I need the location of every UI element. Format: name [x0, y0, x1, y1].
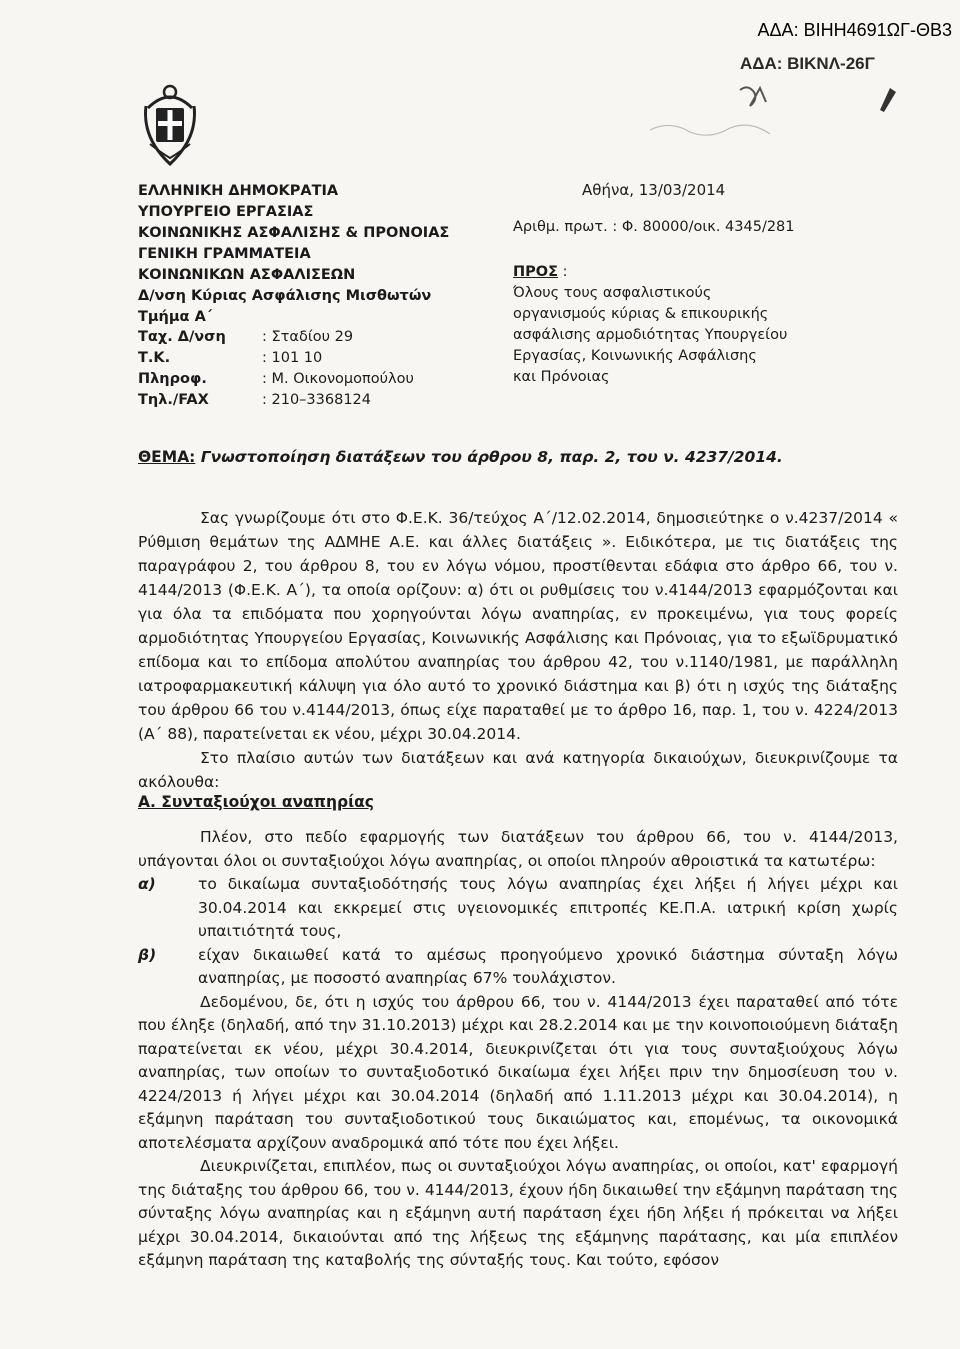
body-paragraph: Δεδομένου, δε, ότι η ισχύς του άρθρου 66, του ν. 4144/2013 έχει παραταθεί από τότε που έληξε (δηλαδή, από την 31.10.2013) μέχρι και 28.2.2014 και με την κοινοποιούμενη διάταξη παρατείνεται εκ νέου, μέχρι 30.4.2014, διευκρινίζεται ότι για τους συνταξιούχους λόγω αναπηρίας, των οποίων το συνταξιοδοτικό δικαίωμα έχει λήξει πριν την δημοσίευση του ν. 4224/2013 ή λήγει μέχρι και 30.04.2014 (δηλαδή από 1.11.2013 μέχρι και 30.04.2014), η εξάμηνη παράταση του συνταξιοδοτικού τους δικαιώματος και, επομένως, τα οικονομικά αποτελέσματα αρχίζουν αναδρομικά από τότε που έχει λήξει. — [138, 992, 898, 1152]
header-line: Δ/νση Κύριας Ασφάλισης Μισθωτών — [138, 288, 432, 304]
phone-value: : 210–3368124 — [262, 392, 371, 408]
ada-code-top: ΑΔΑ: ΒΙΗΗ4691ΩΓ-ΘΒ3 — [757, 20, 952, 40]
body-paragraph: Πλέον, στο πεδίο εφαρμογής των διατάξεων του άρθρου 66, του ν. 4144/2013, υπάγονται όλοι οι συνταξιούχοι λόγω αναπηρίας, οι οποίοι πληρούν αθροιστικά τα κατωτέρω: — [138, 828, 898, 870]
header-line: ΓΕΝΙΚΗ ΓΡΑΜΜΑΤΕΙΑ — [138, 246, 311, 262]
list-item — [138, 944, 898, 991]
subject-line — [138, 448, 783, 466]
list-item — [138, 873, 898, 944]
list-marker: α) — [138, 875, 156, 893]
subject-text: Γνωστοποίηση διατάξεων του άρθρου 8, παρ. 2, του ν. 4237/2014. — [195, 448, 783, 466]
issuer-header — [138, 181, 498, 328]
greek-coat-of-arms-icon — [138, 78, 202, 170]
subject-label: ΘΕΜΑ: — [138, 448, 196, 466]
ada-code-stamp: ΑΔΑ: ΒΙΚΝΛ-26Γ — [740, 54, 875, 73]
phone-label: Τηλ./FAX — [138, 392, 209, 408]
body-paragraph: Στο πλαίσιο αυτών των διατάξεων και ανά κατηγορία δικαιούχων, διευκρινίζουμε τα ακόλουθα: — [138, 749, 898, 791]
list-text: το δικαίωμα συνταξιοδότησής τους λόγω αναπηρίας έχει λήξει ή λήγει μέχρι και 30.04.2014 και εκκρεμεί στις υγειονομικές επιτροπές ΚΕ.Π.Α. ιατρική κρίση χωρίς υπαιτιότητά τους, — [198, 875, 898, 940]
info-row — [138, 369, 414, 390]
section-a-body — [138, 826, 898, 1273]
recipient-line: οργανισμούς κύριας & επικουρικής — [513, 306, 769, 322]
address-value: : Σταδίου 29 — [262, 329, 354, 345]
header-line: ΚΟΙΝΩΝΙΚΩΝ ΑΣΦΑΛΙΣΕΩΝ — [138, 267, 356, 283]
section-heading: Α. Συνταξιούχοι αναπηρίας — [138, 793, 374, 811]
phone-row — [138, 390, 414, 411]
list-marker: β) — [138, 945, 157, 964]
body-paragraph: Διευκρινίζεται, επιπλέον, πως οι συνταξιούχοι λόγω αναπηρίας, οι οποίοι, κατ' εφαρμογή της διάταξης του άρθρου 66, του ν. 4144/2013, έχουν ήδη δικαιωθεί την εξάμηνη παράταση της σύνταξης λόγω αναπηρίας και η εξάμηνη αυτή παράταση έχει ήδη λήξει ή πρόκειται να λήξει μέχρι 30.04.2014, δικαιούνται από της λήξεως της εξάμηνης παράτασης, και μία επιπλέον εξάμηνη παράταση της καταβολής της σύνταξής τους. Και τούτο, εφόσον — [138, 1157, 898, 1269]
recipients-heading — [513, 262, 843, 283]
recipient-line: Όλους τους ασφαλιστικούς — [513, 285, 712, 301]
header-line: Τμήμα Α΄ — [138, 309, 213, 325]
recipients-title: ΠΡΟΣ — [513, 264, 558, 280]
header-line: ΥΠΟΥΡΓΕΙΟ ΕΡΓΑΣΙΑΣ — [138, 204, 314, 220]
recipient-line: Εργασίας, Κοινωνικής Ασφάλισης — [513, 348, 757, 364]
contact-details — [138, 327, 414, 411]
address-label: Ταχ. Δ/νση — [138, 329, 226, 345]
postcode-row — [138, 348, 414, 369]
header-line: ΚΟΙΝΩΝΙΚΗΣ ΑΣΦΑΛΙΣΗΣ & ΠΡΟΝΟΙΑΣ — [138, 225, 450, 241]
document-date: Αθήνα, 13/03/2014 — [582, 181, 726, 199]
header-line: ΕΛΛΗΝΙΚΗ ΔΗΜΟΚΡΑΤΙΑ — [138, 183, 339, 199]
address-row — [138, 327, 414, 348]
recipients-colon: : — [558, 264, 568, 280]
list-text: είχαν δικαιωθεί κατά το αμέσως προηγούμενο χρονικό διάστημα σύνταξη λόγω αναπηρίας, με ποσοστό αναπηρίας 67% τουλάχιστον. — [198, 945, 898, 987]
protocol-number: Αριθμ. πρωτ. : Φ. 80000/οικ. 4345/281 — [513, 219, 795, 235]
body-paragraph: Σας γνωρίζουμε ότι στο Φ.Ε.Κ. 36/τεύχος Α΄/12.02.2014, δημοσιεύτηκε ο ν.4237/2014 « Ρύθμιση θεμάτων της ΑΔΜΗΕ Α.Ε. και άλλες διατάξεις ». Ειδικότερα, με τις διατάξεις της παραγράφου 2, του άρθρου 8, του εν λόγω νόμου, προστίθενται εδάφια στο άρθρο 66, του ν. 4144/2013 (Φ.Ε.Κ. Α΄), τα οποία ορίζουν: α) ότι οι ρυθμίσεις του ν.4144/2013 εφαρμόζονται και για όλα τα επιδόματα που χορηγούνται λόγω αναπηρίας, εν προκειμένω, για τους φορείς αρμοδιότητας Υπουργείου Εργασίας, Κοινωνικής Ασφάλισης και Πρόνοιας, για το εξωϊδρυματικό επίδομα και το επίδομα απολύτου αναπηρίας του άρθρου 42, του ν.1140/1981, με παράλληλη ιατροφαρμακευτική κάλυψη για όλο αυτό το χρονικό διάστημα και β) ότι η ισχύς της διάταξης του άρθρου 66 του ν.4144/2013, όπως είχε παραταθεί με το άρθρο 16, παρ. 1, του ν. 4224/2013 (Α΄ 88), παρατείνεται εκ νέου, μέχρι 30.04.2014. — [138, 509, 898, 743]
info-value: : Μ. Οικονομοπούλου — [262, 371, 414, 387]
handwritten-note-scribble — [590, 80, 910, 150]
recipients-block — [513, 262, 843, 388]
intro-body — [138, 506, 898, 794]
recipient-line: και Πρόνοιας — [513, 369, 610, 385]
info-label: Πληροφ. — [138, 371, 207, 387]
postcode-label: Τ.Κ. — [138, 350, 171, 366]
recipient-line: ασφάλισης αρμοδιότητας Υπουργείου — [513, 327, 788, 343]
postcode-value: : 101 10 — [262, 350, 323, 366]
